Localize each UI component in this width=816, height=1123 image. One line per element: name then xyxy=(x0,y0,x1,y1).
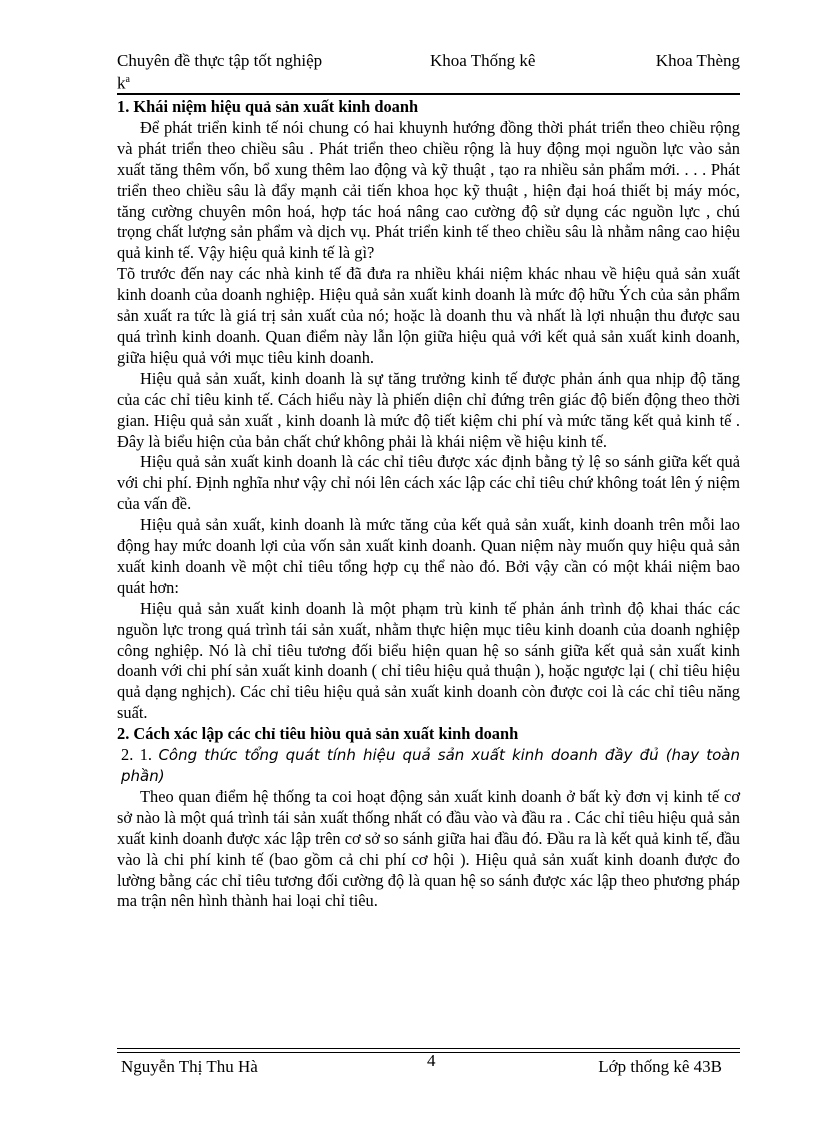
header-left-line2: k xyxy=(117,73,126,93)
header-rule xyxy=(117,93,740,95)
footer-author: Nguyễn Thị Thu Hà xyxy=(121,1057,258,1076)
paragraph-2: Tõ trước đến nay các nhà kinh tế đã đưa ra nhiều khái niệm khác nhau về hiệu quả sản xuất kinh doanh của doanh nghiệp. Hiệu quả sản xuất kinh doanh là mức độ hữu Ých của sản phẩm sản xuất ra tức là giá trị sản xuất của nó; hoặc là doanh thu và nhất là lợi nhuận thu được sau quá trình kinh doanh. Quan điểm này lẫn lộn giữa hiệu quả với kết quả sản xuất kinh doanh, giữa hiệu quả với mục tiêu kinh doanh. xyxy=(117,264,740,367)
header-left-sup: a xyxy=(125,74,130,85)
paragraph-5: Hiệu quả sản xuất, kinh doanh là mức tăng của kết quả sản xuất, kinh doanh trên mỗi lao động hay mức doanh lợi của vốn sản xuất kinh doanh. Quan niệm này muốn quy hiệu quả sản xuất kinh doanh về một chỉ tiêu tổng hợp cụ thể nào đó. Bởi vậy cần có một khái niệm bao quát hơn: xyxy=(117,515,740,597)
paragraph-4: Hiệu quả sản xuất kinh doanh là các chỉ tiêu được xác định bằng tỷ lệ so sánh giữa kết quả với chi phí. Định nghĩa như vậy chỉ nói lên cách xác lập các chỉ tiêu chứ không toát lên ý niệm của vấn đề. xyxy=(117,452,740,514)
document-body xyxy=(117,97,740,912)
header-left-line1: Chuyên đề thực tập tốt nghiệp xyxy=(117,51,323,70)
header-center: Khoa Thống kê xyxy=(430,51,536,70)
header-left xyxy=(117,51,377,93)
subsection-title: Công thức tổng quát tính hiệu quả sản xuất kinh doanh đầy đủ (hay toàn phần) xyxy=(121,746,740,785)
paragraph-7: Theo quan điểm hệ thống ta coi hoạt động sản xuất kinh doanh ở bất kỳ đơn vị kinh tế cơ sở nào là một quá trình tái sản xuất thống nhất có đầu vào và đầu ra . Các chỉ tiêu hiệu quả sản xuất kinh doanh được xác lập trên cơ sở so sánh giữa hai đầu đó. Đầu ra là kết quả kinh tế, đầu vào là chi phí kinh tế (bao gồm cả chi phí cơ hội ). Hiệu quả sản xuất kinh doanh được đo lường bằng các chỉ tiêu tương đối cường độ là quan hệ so sánh được xác lập theo phương pháp ma trận nên hình thành hai loại chỉ tiêu. xyxy=(117,786,740,911)
footer-page-number: 4 xyxy=(427,1051,436,1070)
subsection-number: 2. 1. xyxy=(121,745,153,765)
section-heading-1: 1. Khái niệm hiệu quả sản xuất kinh doanh xyxy=(117,97,419,116)
page-header xyxy=(117,48,740,92)
subsection-heading xyxy=(117,745,740,787)
paragraph-6: Hiệu quả sản xuất kinh doanh là một phạm trù kinh tế phản ánh trình độ khai thác các nguồn lực trong quá trình tái sản xuất, nhằm thực hiện mục tiêu kinh doanh của doanh nghiệp công nghiệp. Nó là chỉ tiêu tương đối biểu hiện quan hệ so sánh giữa kết quả sản xuất kinh doanh với chi phí sản xuất kinh doanh ( chỉ tiêu hiệu quả thuận ), hoặc ngược lại ( chỉ tiêu hiệu quả dạng nghịch). Các chỉ tiêu hiệu quả sản xuất kinh doanh còn được coi là các chỉ tiêu năng suất. xyxy=(117,598,740,723)
footer-class: Lớp thống kê 43B xyxy=(598,1057,722,1076)
footer-rule-top xyxy=(117,1048,740,1049)
paragraph-3: Hiệu quả sản xuất, kinh doanh là sự tăng trưởng kinh tế được phản ánh qua nhịp độ tăng của các chỉ tiêu kinh tế. Cách hiểu này là phiến diện chỉ đứng trên giác độ biến động theo thời gian. Hiệu quả sản xuất , kinh doanh là mức độ tiết kiệm chi phí và mức tăng kết quả kinh tế . Đây là biểu hiện của bản chất chứ không phải là khái niệm về hiệu kinh tế. xyxy=(117,368,740,451)
section-heading-2: 2. Cách xác lập các chỉ tiêu hiòu quả sản xuất kinh doanh xyxy=(117,724,519,744)
header-right: Khoa Thèng xyxy=(655,51,740,70)
paragraph-1: Để phát triển kinh tế nói chung có hai khuynh hướng đồng thời phát triển theo chiều rộng và phát triển theo chiều sâu . Phát triển theo chiều rộng là huy động mọi nguồn lực vào sản xuất tăng thêm vốn, bổ xung thêm lao động và kỹ thuật , tạo ra nhiều sản phẩm mới. . . . Phát triển theo chiều sâu là đẩy mạnh cải tiến khoa học kỹ thuật , hiện đại hoá thiết bị máy móc, tăng cường chuyên môn hoá, hợp tác hoá nâng cao cường độ sử dụng các nguồn lực , chú trọng chất lượng sản phẩm và dịch vụ. Phát triển kinh tế theo chiều sâu là nhằm nâng cao hiệu quả kinh tế. Vậy hiệu quả kinh tế là gì? xyxy=(117,117,740,263)
page-footer xyxy=(117,1051,740,1082)
